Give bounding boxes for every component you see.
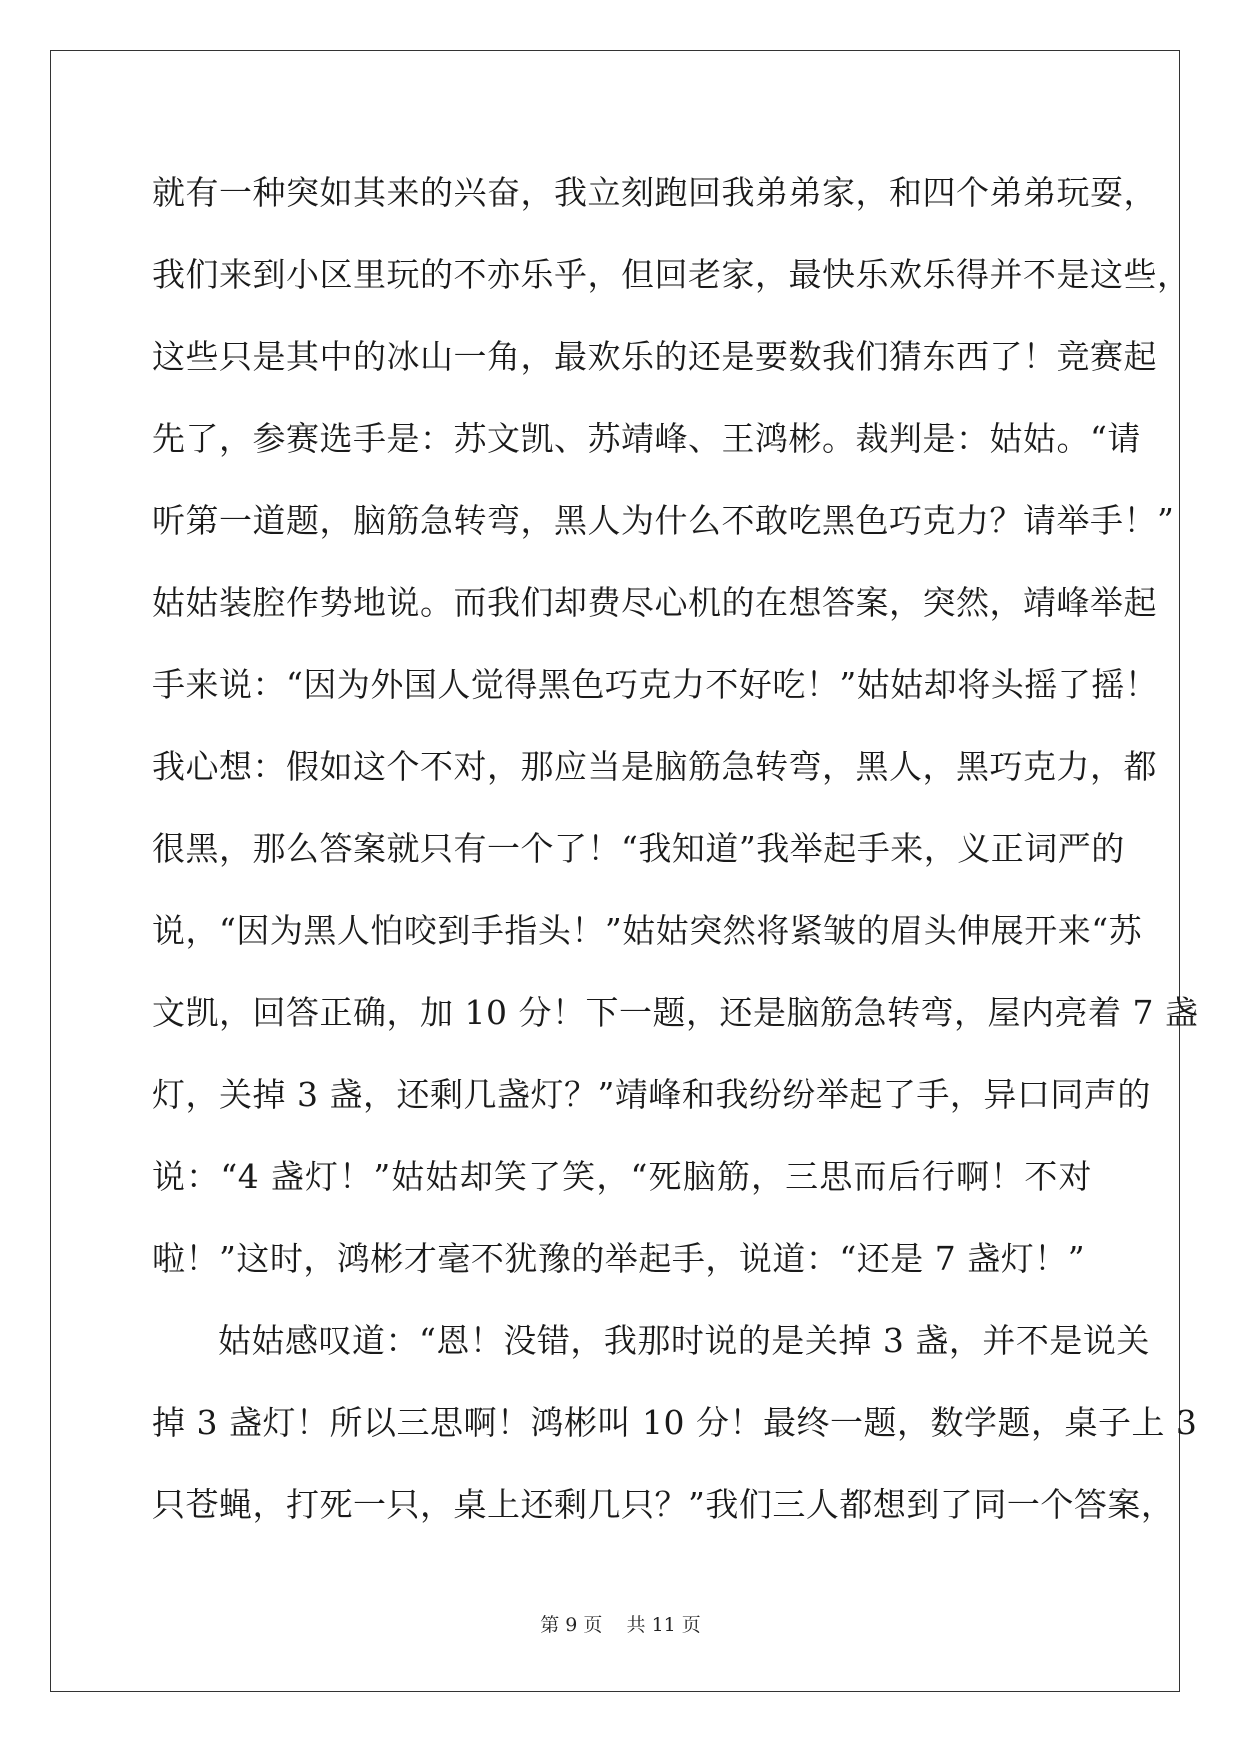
text-line-11: 文凯，回答正确，加 10 分！下一题，还是脑筋急转弯，屋内亮着 7 盏 [152, 993, 1199, 1032]
text-line-14: 啦！”这时，鸿彬才毫不犹豫的举起手，说道：“还是 7 盏灯！” [152, 1239, 1086, 1278]
text-line-6: 姑姑装腔作势地说。而我们却费尽心机的在想答案，突然，靖峰举起 [152, 583, 1157, 622]
text-line-12: 灯，关掉 3 盏，还剩几盏灯？”靖峰和我纷纷举起了手，异口同声的 [152, 1075, 1151, 1114]
text-line-5: 听第一道题，脑筋急转弯，黑人为什么不敢吃黑色巧克力？请举手！” [152, 501, 1175, 540]
text-line-15: 姑姑感叹道：“恩！没错，我那时说的是关掉 3 盏，并不是说关 [218, 1321, 1150, 1360]
text-line-2: 我们来到小区里玩的不亦乐乎，但回老家，最快乐欢乐得并不是这些， [152, 255, 1191, 294]
text-line-4: 先了，参赛选手是：苏文凯、苏靖峰、王鸿彬。裁判是：姑姑。“请 [152, 419, 1141, 458]
text-line-1: 就有一种突如其来的兴奋，我立刻跑回我弟弟家，和四个弟弟玩耍， [152, 173, 1157, 212]
text-line-16: 掉 3 盏灯！所以三思啊！鸿彬叫 10 分！最终一题，数学题，桌子上 3 [152, 1403, 1198, 1442]
text-line-9: 很黑，那么答案就只有一个了！“我知道”我举起手来，义正词严的 [152, 829, 1125, 868]
page-number: 第 9 页 [540, 1614, 603, 1636]
text-line-10: 说，“因为黑人怕咬到手指头！”姑姑突然将紧皱的眉头伸展开来“苏 [152, 911, 1143, 950]
text-line-8: 我心想：假如这个不对，那应当是脑筋急转弯，黑人，黑巧克力，都 [152, 747, 1157, 786]
page-total: 共 11 页 [626, 1614, 701, 1636]
text-line-7: 手来说：“因为外国人觉得黑色巧克力不好吃！”姑姑却将头摇了摇！ [152, 665, 1159, 704]
text-line-13: 说：“4 盏灯！”姑姑却笑了笑，“死脑筋，三思而后行啊！不对 [152, 1157, 1092, 1196]
page-footer [0, 1610, 1241, 1637]
text-line-3: 这些只是其中的冰山一角，最欢乐的还是要数我们猜东西了！竞赛起 [152, 337, 1157, 376]
document-body [152, 152, 1199, 1546]
text-line-17: 只苍蝇，打死一只，桌上还剩几只？”我们三人都想到了同一个答案， [152, 1485, 1175, 1524]
